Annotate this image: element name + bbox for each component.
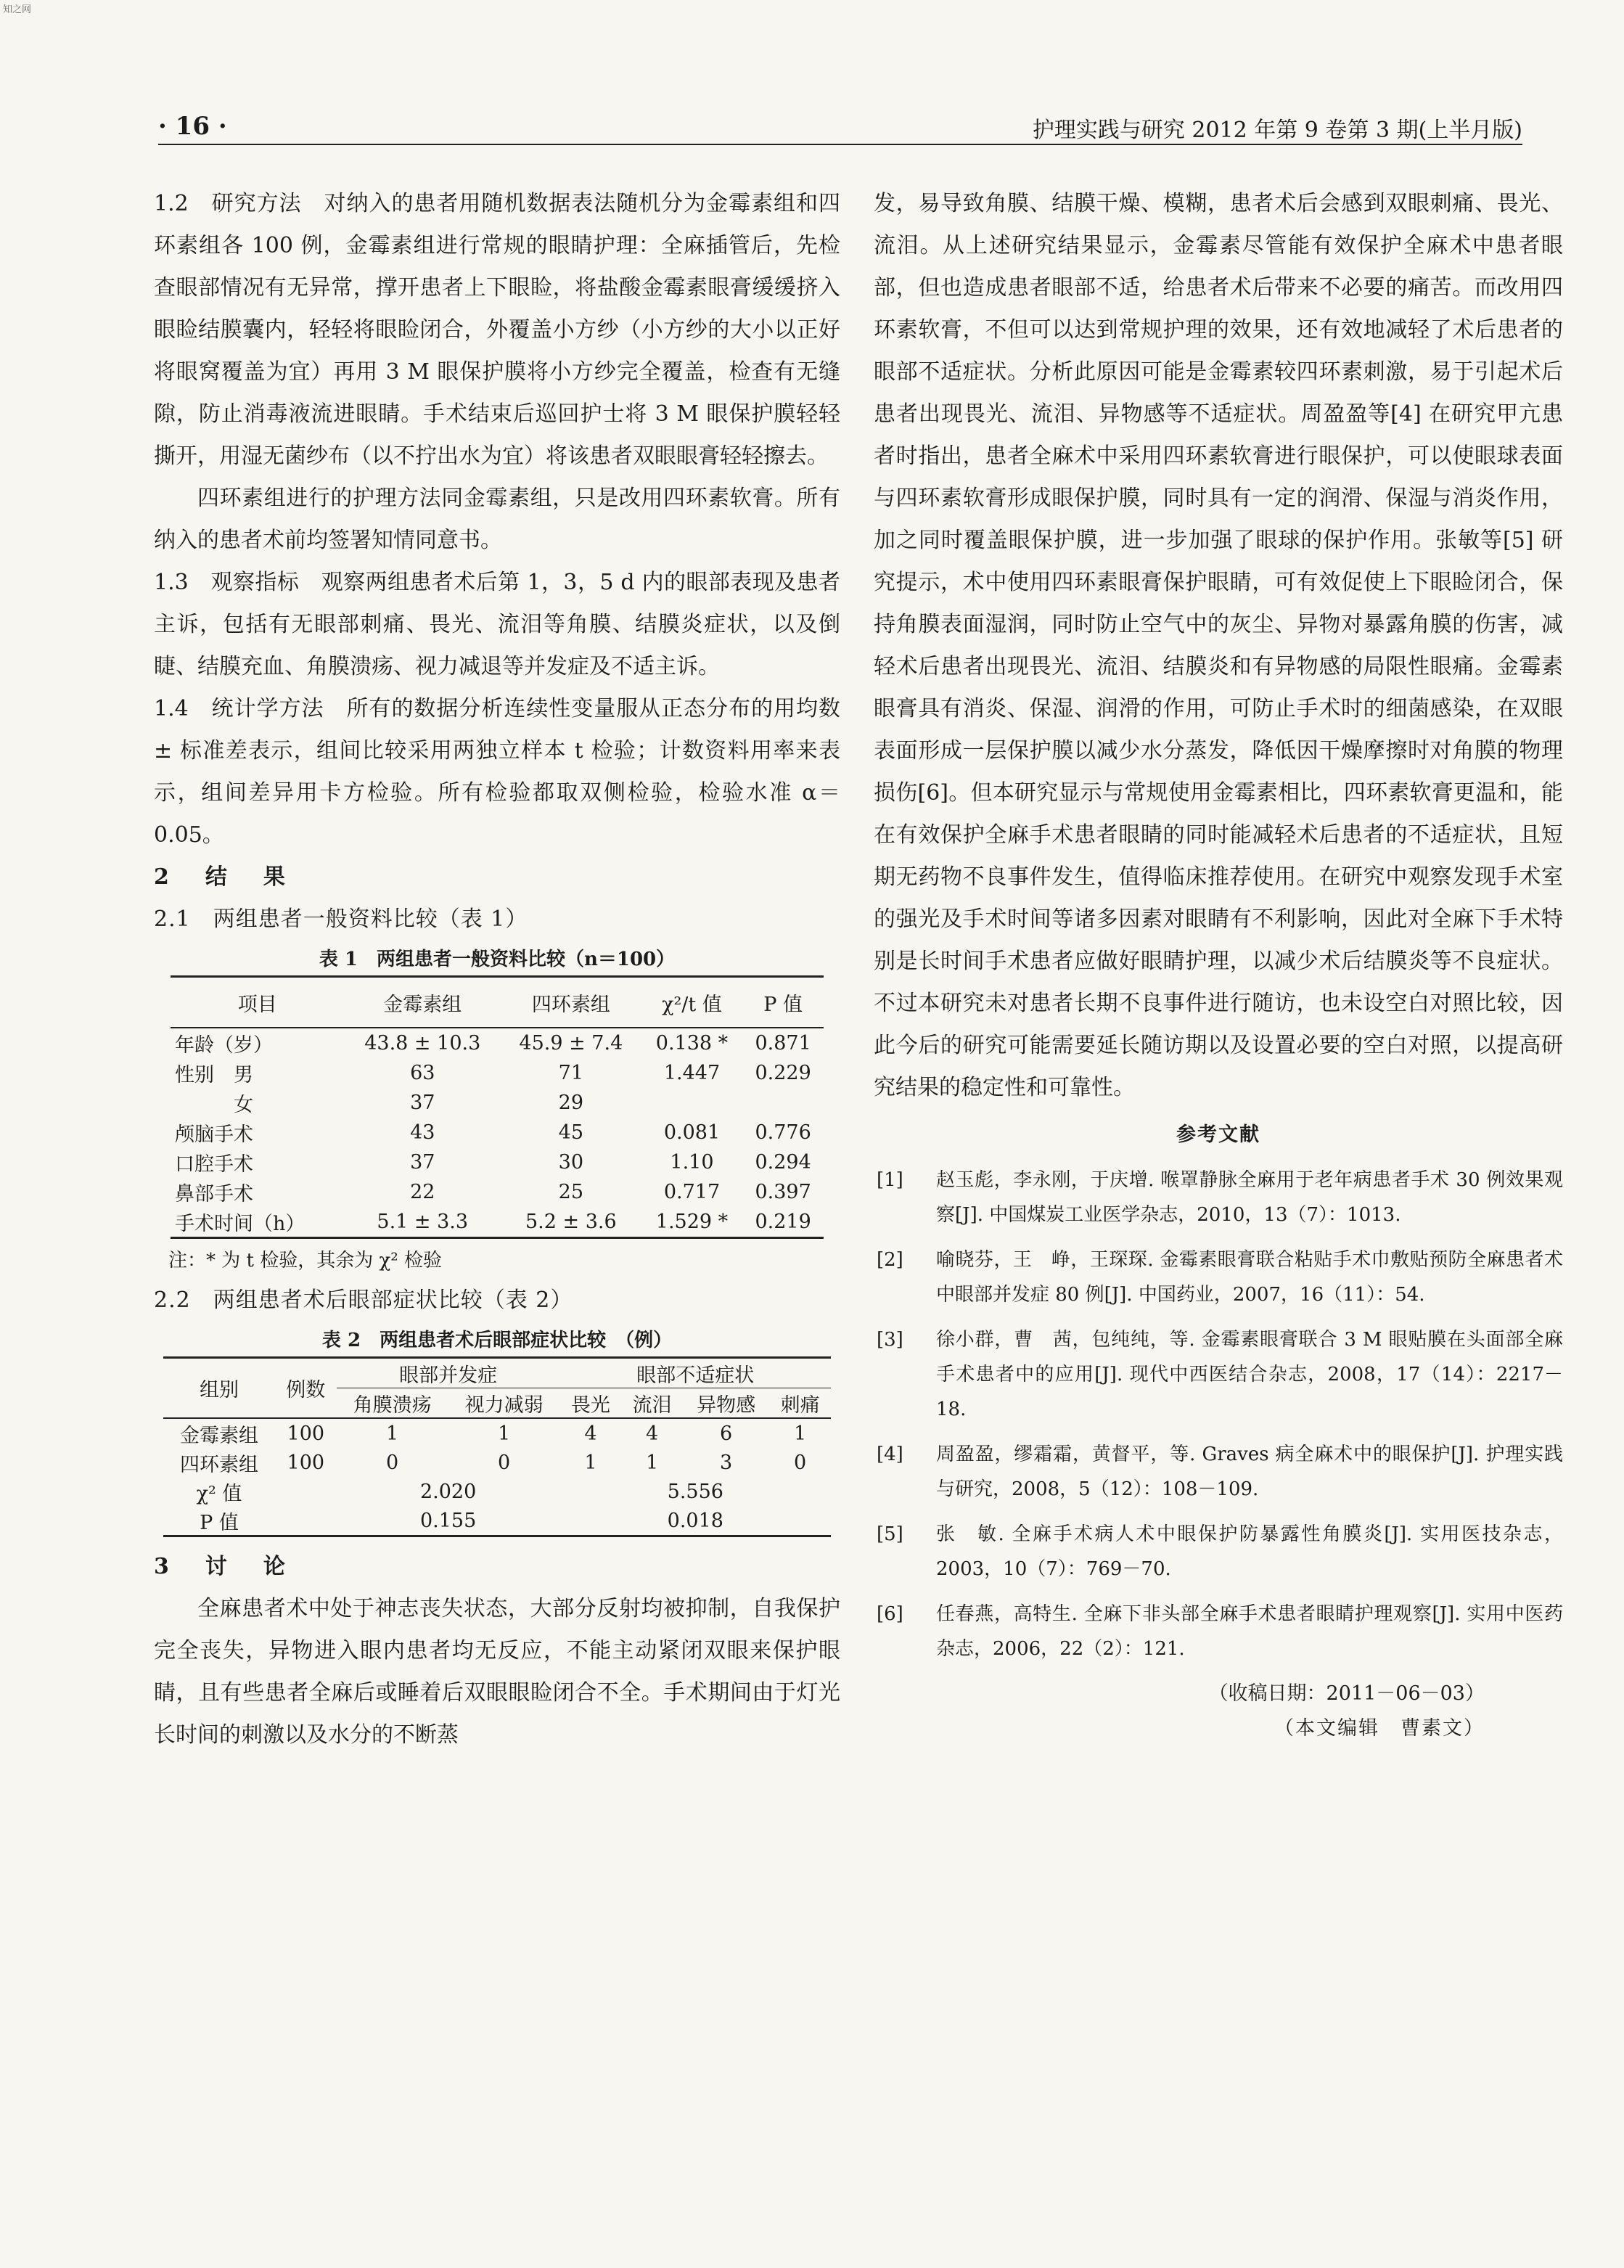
table2-cell: 金霉素组 <box>179 1424 258 1447</box>
table-row <box>171 1058 824 1088</box>
table-row <box>163 1448 831 1477</box>
table2-subheader: 异物感 <box>683 1388 769 1419</box>
table1-cell <box>742 1088 824 1118</box>
indicators-paragraph: 1.3 观察指标 观察两组患者术后第 1，3，5 d 内的眼部表现及患者主诉，包括有无眼部刺痛、畏光、流泪等角膜、结膜炎症状，以及倒睫、结膜充血、角膜溃疡、视力减退等并发症及不适主诉。 <box>154 570 840 679</box>
table2-cell: 6 <box>719 1422 733 1445</box>
table2-chi-value: 2.020 <box>419 1480 477 1503</box>
table1-cell: 5.1 ± 3.3 <box>377 1211 469 1233</box>
table1-cell: 年龄（岁） <box>175 1034 273 1057</box>
table2-header-row <box>163 1358 831 1388</box>
list-item <box>874 1243 1563 1312</box>
table1-cell: 45 <box>558 1121 584 1144</box>
table1-cell: 女 <box>175 1094 253 1116</box>
subsection-2-1-heading: 2.1 两组患者一般资料比较（表 1） <box>154 906 528 932</box>
reference-number: [3] <box>877 1329 903 1351</box>
table2-subheader: 角膜溃疡 <box>337 1388 448 1419</box>
table2-chi-label: χ² 值 <box>196 1482 242 1505</box>
table2-subheader: 流泪 <box>621 1388 683 1419</box>
table1-cell: 颅脑手术 <box>175 1123 253 1146</box>
table2-header-complications: 眼部并发症 <box>337 1358 560 1388</box>
list-item <box>874 1517 1563 1587</box>
table1-header: χ²/t 值 <box>641 977 742 1028</box>
table2-caption: 表 2 两组患者术后眼部症状比较 （例） <box>321 1330 673 1351</box>
table1-cell: 37 <box>410 1092 435 1114</box>
journal-title: 护理实践与研究 2012 年第 9 卷第 3 期(上半月版) <box>1032 118 1522 143</box>
tetracycline-paragraph: 四环素组进行的护理方法同金霉素组，只是改用四环素软膏。所有纳入的患者术前均签署知情同意书。 <box>154 486 840 553</box>
table1-cell: 0.081 <box>663 1121 721 1144</box>
table2-subheader: 刺痛 <box>769 1388 831 1419</box>
received-date: （收稿日期：2011－06－03） <box>1208 1682 1485 1705</box>
table2-cell: 4 <box>645 1422 659 1445</box>
statistics-paragraph: 1.4 统计学方法 所有的数据分析连续性变量服从正态分布的用均数 ± 标准差表示，组间比较采用两独立样本 t 检验；计数资料用率来表示，组间差异用卡方检验。所有检验都取双侧检验，检验水准 α＝0.05。 <box>154 696 840 848</box>
corner-mark: 知之网 <box>3 4 32 15</box>
table2-cell: 0 <box>386 1451 399 1474</box>
table2-cell: 1 <box>794 1422 807 1445</box>
list-item <box>874 1163 1563 1232</box>
table2-cell: 1 <box>386 1422 399 1445</box>
page-header <box>158 109 1522 145</box>
table1-cell: 0.717 <box>663 1181 721 1203</box>
table1-caption: 表 1 两组患者一般资料比较（n＝100） <box>319 949 676 970</box>
table1-cell <box>641 1088 742 1118</box>
table2-cell: 4 <box>584 1422 597 1445</box>
table1-cell: 22 <box>410 1181 435 1203</box>
table1-cell: 63 <box>410 1062 435 1084</box>
reference-text: 徐小群，曹 茜，包纯纯，等. 金霉素眼膏联合 3 M 眼贴膜在头面部全麻手术患者中的应用[J]. 现代中西医结合杂志，2008，17（14）：2217－18. <box>936 1329 1563 1420</box>
table1-cell: 0.294 <box>755 1151 811 1174</box>
table1-cell: 鼻部手术 <box>175 1183 253 1205</box>
table2-p-value: 0.155 <box>419 1509 477 1532</box>
table1-cell: 0.776 <box>755 1121 811 1144</box>
table1-cell: 45.9 ± 7.4 <box>519 1032 623 1055</box>
table2-cell: 0 <box>498 1451 511 1474</box>
reference-text: 周盈盈，缪霜霜，黄督平，等. Graves 病全麻术中的眼保护[J]. 护理实践与研究，2008，5（12）：108－109. <box>936 1444 1563 1500</box>
table1-cell: 1.10 <box>670 1151 714 1174</box>
reference-text: 赵玉彪，李永刚，于庆增. 喉罩静脉全麻用于老年病患者手术 30 例效果观察[J]. 中国煤炭工业医学杂志，2010，13（7）：1013. <box>936 1169 1563 1226</box>
table2-chi-value: 5.556 <box>667 1480 723 1503</box>
reference-text: 任春燕，高特生. 全麻下非头部全麻手术患者眼睛护理观察[J]. 实用中医药杂志，2006，22（2）：121. <box>936 1603 1563 1660</box>
reference-text: 张 敏. 全麻手术病人术中眼保护防暴露性角膜炎[J]. 实用医技杂志，2003，10（7）：769－70. <box>936 1523 1563 1580</box>
reference-list <box>874 1163 1563 1666</box>
list-item <box>874 1322 1563 1427</box>
list-item <box>874 1597 1563 1666</box>
table1-cell: 43 <box>410 1121 435 1144</box>
table2-p-value: 0.018 <box>667 1509 723 1532</box>
table2-subheader: 视力减弱 <box>448 1388 560 1419</box>
table1-cell: 0.871 <box>755 1032 811 1055</box>
table2-cell: 1 <box>645 1451 659 1474</box>
table1-cell: 30 <box>558 1151 584 1174</box>
table2-cell: 3 <box>719 1451 733 1474</box>
reference-number: [5] <box>877 1523 903 1545</box>
reference-text: 喻晓芬，王 峥，王琛琛. 金霉素眼膏联合粘贴手术巾敷贴预防全麻患者术中眼部并发症 80 例[J]. 中国药业，2007，16（11）：54. <box>936 1249 1563 1306</box>
table-row <box>171 1177 824 1207</box>
table1-cell: 0.229 <box>755 1062 811 1084</box>
discussion-paragraph-start: 全麻患者术中处于神志丧失状态，大部分反射均被抑制，自我保护完全丧失，异物进入眼内患者均无反应，不能主动紧闭双眼来保护眼睛，且有些患者全麻后或睡着后双眼眼睑闭合不全。手术期间由于灯光长时间的刺激以及水分的不断蒸 <box>154 1596 840 1748</box>
section-results-heading: 2 结 果 <box>154 864 292 890</box>
references-title: 参考文献 <box>1176 1123 1260 1146</box>
right-column <box>874 183 1563 1746</box>
table1-header-row <box>171 977 824 1028</box>
table1-cell: 手术时间（h） <box>175 1213 305 1235</box>
table1-cell: 1.529 * <box>655 1211 729 1233</box>
page-number: · 16 · <box>158 112 227 141</box>
table1-cell: 0.397 <box>755 1181 811 1203</box>
table2-cell: 100 <box>287 1422 325 1445</box>
table2-header-discomfort: 眼部不适症状 <box>560 1358 831 1388</box>
table2-cell: 1 <box>498 1422 511 1445</box>
table-row <box>171 1147 824 1177</box>
table2-p-label: P 值 <box>200 1511 239 1534</box>
table1-cell: 37 <box>410 1151 435 1174</box>
discussion-paragraph-continued: 发，易导致角膜、结膜干燥、模糊，患者术后会感到双眼刺痛、畏光、流泪。从上述研究结果显示，金霉素尽管能有效保护全麻术中患者眼部，但也造成患者眼部不适，给患者术后带来不必要的痛苦。而改用四环素软膏，不但可以达到常规护理的效果，还有效地减轻了术后患者的眼部不适症状。分析此原因可能是金霉素较四环素刺激，易于引起术后患者出现畏光、流泪、异物感等不适症状。周盈盈等[4] 在研究甲亢患者时指出，患者全麻术中采用四环素软膏进行眼保护，可以使眼球表面与四环素软膏形成眼保护膜，同时具有一定的润滑、保湿与消炎作用，加之同时覆盖眼保护膜，进一步加强了眼球的保护作用。张敏等[5] 研究提示，术中使用四环素眼膏保护眼睛，可有效促使上下眼睑闭合，保持角膜表面湿润，同时防止空气中的灰尘、异物对暴露角膜的伤害，减轻术后患者出现畏光、流泪、结膜炎和有异物感的局限性眼痛。金霉素眼膏具有消炎、保湿、润滑的作用，可防止手术时的细菌感染，在双眼表面形成一层保护膜以减少水分蒸发，降低因干燥摩擦时对角膜的物理损伤[6]。但本研究显示与常规使用金霉素相比，四环素软膏更温和，能在有效保护全麻手术患者眼睛的同时能减轻术后患者的不适症状，且短期无药物不良事件发生，值得临床推荐使用。在研究中观察发现手术室的强光及手术时间等诸多因素对眼睛有不利影响，因此对全麻下手术特别是长时间手术患者应做好眼睛护理，以减少术后结膜炎等不良症状。不过本研究未对患者长期不良事件进行随访，也未设空白对照比较，因此今后的研究可能需要延长随访期以及设置必要的空白对照，以提高研究结果的稳定性和可靠性。 <box>874 191 1563 1100</box>
table1-cell: 1.447 <box>663 1062 721 1084</box>
table1-cell: 0.138 * <box>655 1032 729 1055</box>
reference-number: [2] <box>877 1249 903 1271</box>
table2-header-group: 组别 <box>163 1358 275 1419</box>
table1 <box>171 975 824 1239</box>
table1-cell: 5.2 ± 3.6 <box>525 1211 617 1233</box>
table2-cell: 100 <box>287 1451 325 1474</box>
table-row <box>163 1506 831 1536</box>
table1-cell: 43.8 ± 10.3 <box>364 1032 481 1055</box>
table1-cell: 25 <box>558 1181 584 1203</box>
subsection-2-2-heading: 2.2 两组患者术后眼部症状比较（表 2） <box>154 1287 573 1313</box>
reference-number: [4] <box>877 1444 903 1465</box>
table1-note: 注：* 为 t 检验，其余为 χ² 检验 <box>168 1250 442 1272</box>
table2-cell: 1 <box>584 1451 597 1474</box>
left-column <box>154 183 840 1756</box>
table-row <box>171 1118 824 1147</box>
table-row <box>171 1207 824 1238</box>
table2-cell: 四环素组 <box>179 1453 258 1476</box>
table-row <box>163 1418 831 1448</box>
reference-number: [1] <box>877 1169 903 1191</box>
table-row <box>163 1477 831 1506</box>
table2-header-count: 例数 <box>275 1358 337 1419</box>
table1-header: 项目 <box>171 977 345 1028</box>
table2-subheader: 畏光 <box>560 1388 622 1419</box>
table1-cell: 口腔手术 <box>175 1153 253 1176</box>
section-discussion-heading: 3 讨 论 <box>154 1554 292 1579</box>
table-row <box>171 1088 824 1118</box>
table1-cell: 性别 男 <box>175 1064 253 1086</box>
table1-cell: 29 <box>558 1092 584 1114</box>
table1-cell: 71 <box>558 1062 584 1084</box>
editor-credit: （本文编辑 曹素文） <box>1274 1717 1485 1740</box>
table1-cell: 0.219 <box>755 1211 811 1233</box>
table2-cell: 0 <box>794 1451 807 1474</box>
reference-number: [6] <box>877 1603 903 1625</box>
methods-paragraph: 1.2 研究方法 对纳入的患者用随机数据表法随机分为金霉素组和四环素组各 100 例，金霉素组进行常规的眼睛护理：全麻插管后，先检查眼部情况有无异常，撑开患者上下眼睑，将盐酸金霉素眼膏缓缓挤入眼睑结膜囊内，轻轻将眼睑闭合，外覆盖小方纱（小方纱的大小以正好将眼窝覆盖为宜）再用 3 M 眼保护膜将小方纱完全覆盖，检查有无缝隙，防止消毒液流进眼睛。手术结束后巡回护士将 3 M 眼保护膜轻轻撕开，用湿无菌纱布（以不拧出水为宜）将该患者双眼眼膏轻轻擦去。 <box>154 191 840 469</box>
table1-header: P 值 <box>742 977 824 1028</box>
table1-header: 金霉素组 <box>345 977 501 1028</box>
table1-header: 四环素组 <box>501 977 641 1028</box>
table2 <box>163 1356 831 1537</box>
table-row <box>171 1028 824 1058</box>
list-item <box>874 1437 1563 1507</box>
